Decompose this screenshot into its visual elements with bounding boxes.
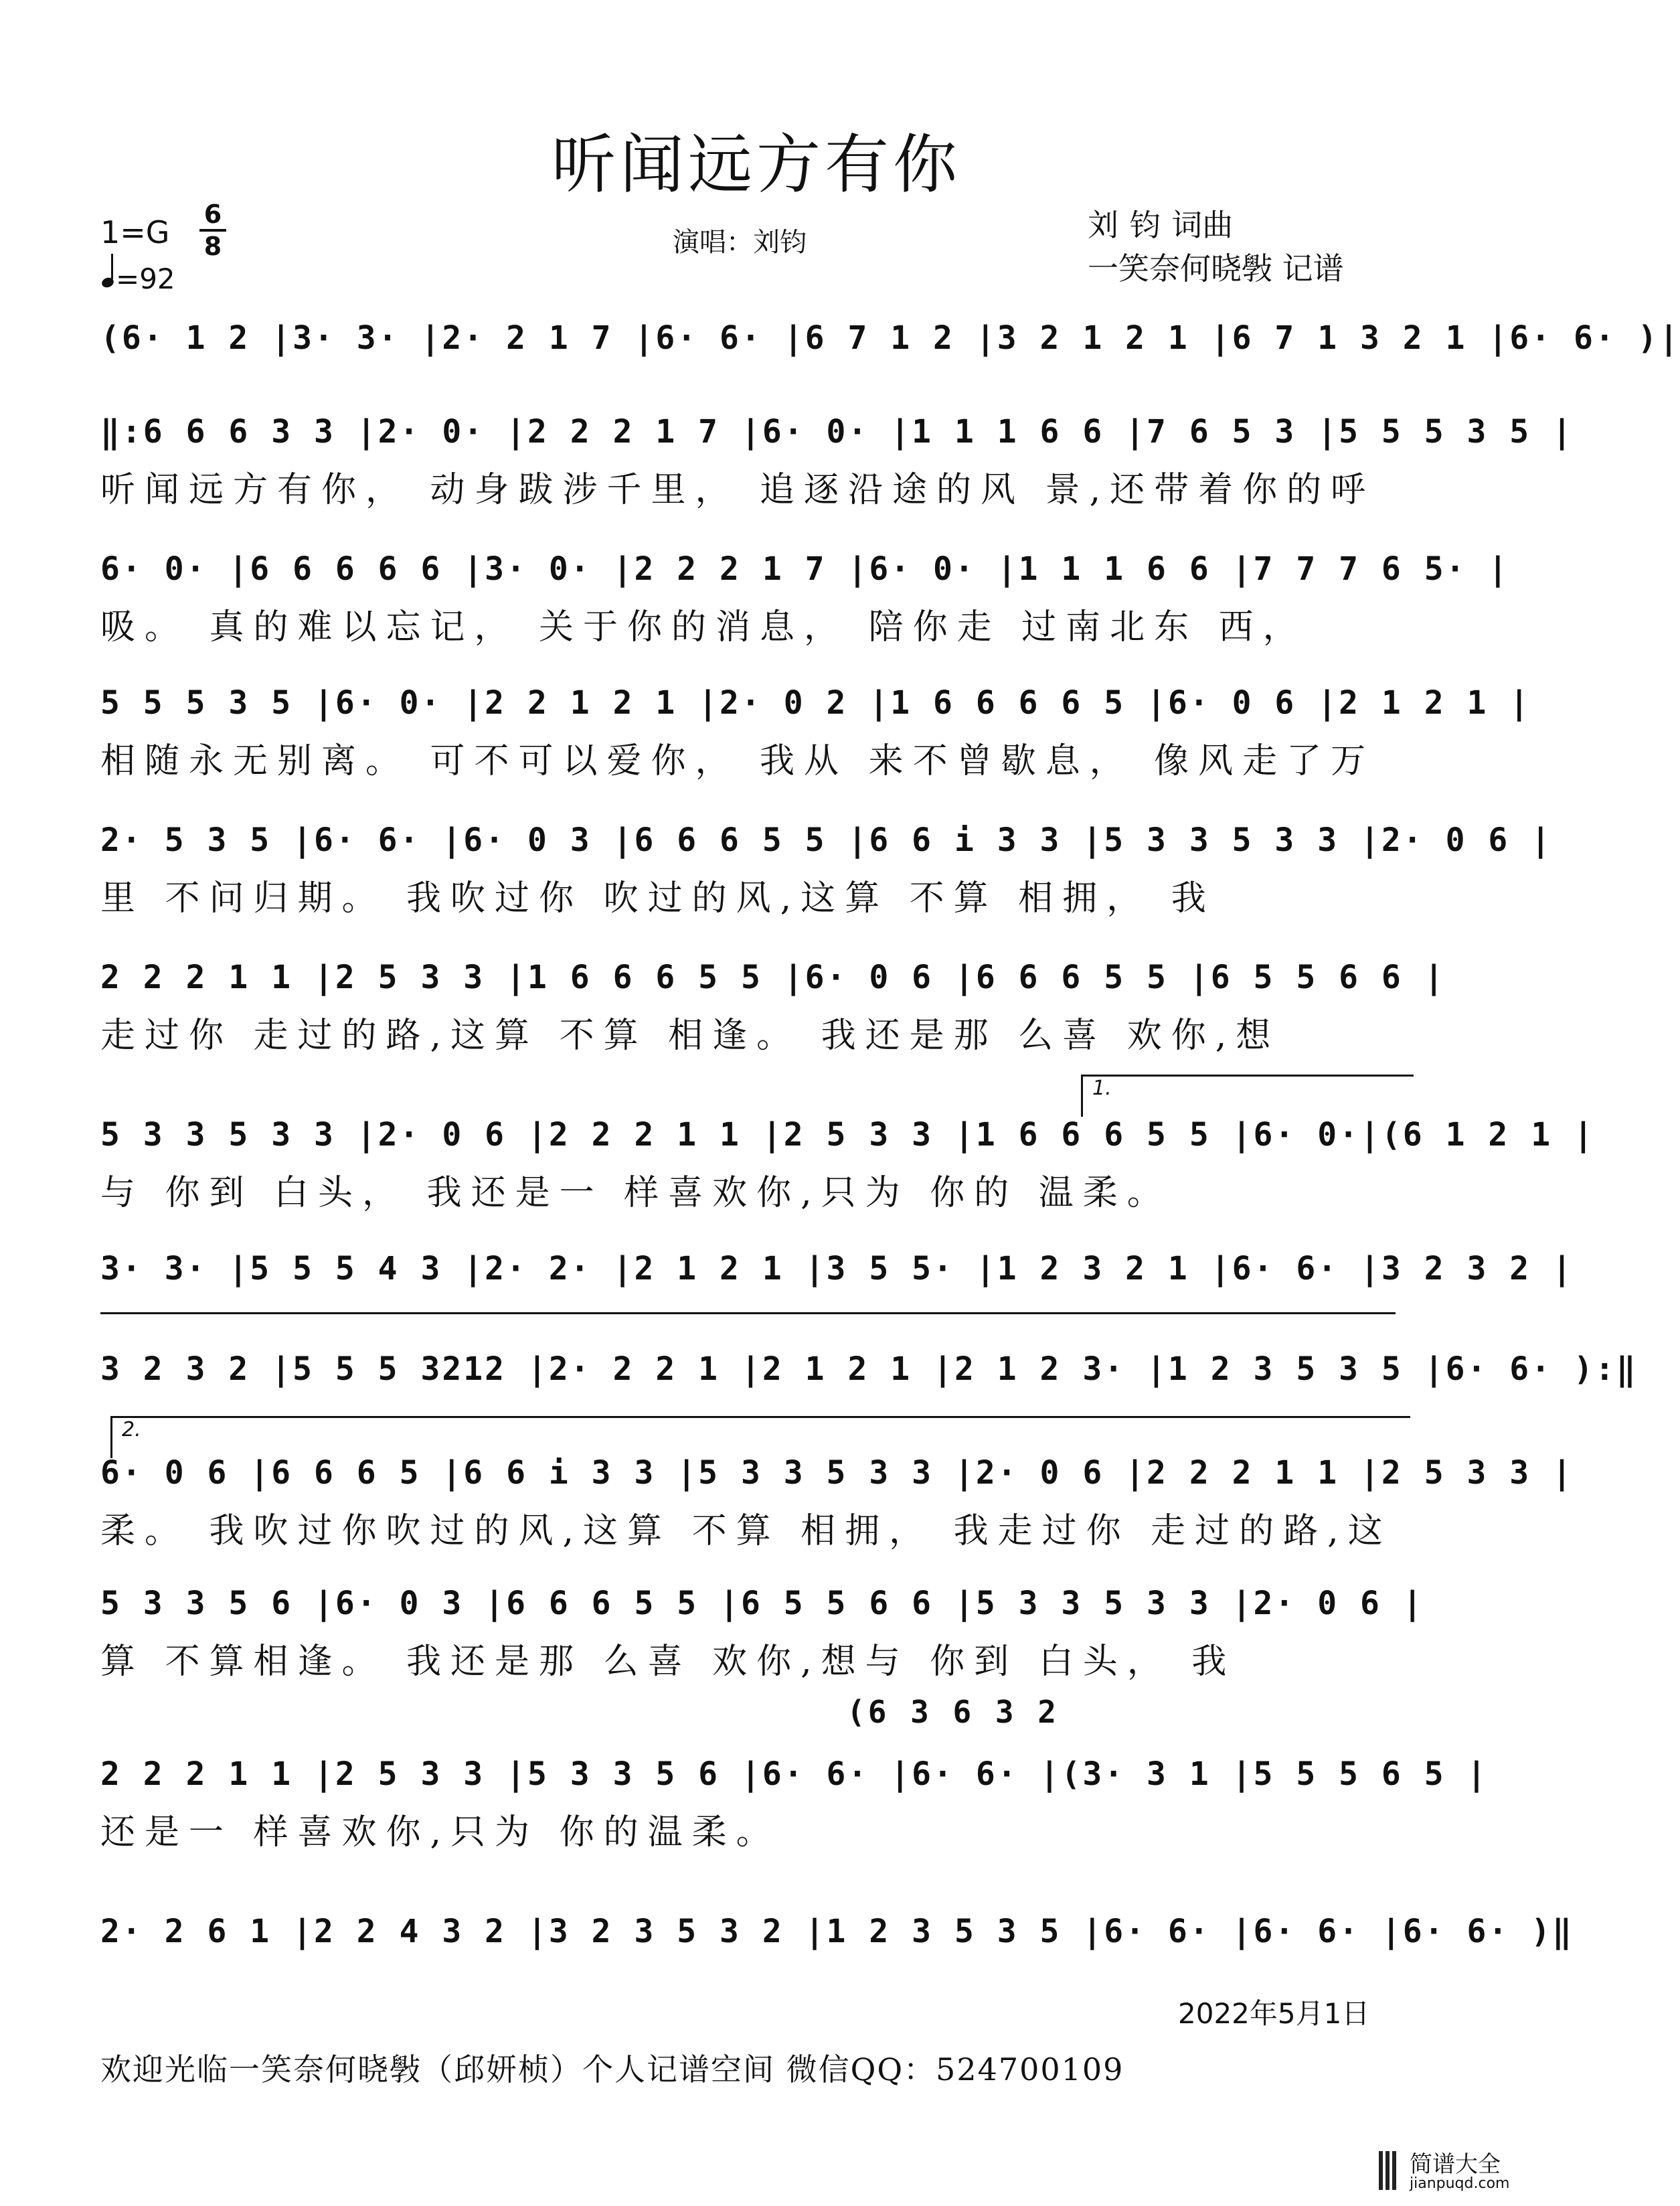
tempo-marking xyxy=(102,262,175,295)
transcription-date: 2022年5月1日 xyxy=(1178,1997,1370,2030)
volta-2: 2. xyxy=(110,1416,1410,1458)
notation-line: 2· 5 3 5 |6· 6· |6· 0 3 |6 6 6 5 5 |6 6 i 3 3 |5 3 3 5 3 3 |2· 0 6 | xyxy=(100,821,1553,859)
lyric-line: 听闻远方有你， 动身跋涉千里， 追逐沿途的风 景,还带着你的呼 xyxy=(100,470,1375,510)
meter-top: 6 xyxy=(203,200,222,229)
lyric-line: 吸。 真的难以忘记， 关于你的消息， 陪你走 过南北东 西， xyxy=(100,607,1307,647)
volta-1: 1. xyxy=(1081,1075,1414,1117)
key-signature: 1=G xyxy=(100,214,170,250)
notation-line: 5 3 3 5 3 3 |2· 0 6 |2 2 2 1 1 |2 5 3 3 |1 6 6 6 5 5 |6· 0·|(6 1 2 1 | xyxy=(100,1116,1595,1154)
notation-line: (6· 1 2 |3· 3· |2· 2 1 7 |6· 6· |6 7 1 2 |3 2 1 2 1 |6 7 1 3 2 1 |6· 6· )| xyxy=(100,319,1680,357)
lyric-line: 里 不问归期。 我吹过你 吹过的风,这算 不算 相拥， 我 xyxy=(100,878,1215,919)
notation-line: 2 2 2 1 1 |2 5 3 3 |5 3 3 5 6 |6· 6· |6· 6· |(3· 3 1 |5 5 5 6 5 | xyxy=(100,1755,1489,1793)
notation-line: 3 2 3 2 |5 5 5 3212 |2· 2 2 1 |2 1 2 1 |2 1 2 3· |1 2 3 5 3 5 |6· 6· ):‖ xyxy=(100,1350,1638,1388)
meter-bottom: 8 xyxy=(203,232,222,261)
notation-line: ‖:6 6 6 3 3 |2· 0· |2 2 2 1 7 |6· 0· |1 1 1 6 6 |7 6 5 3 |5 5 5 3 5 | xyxy=(100,413,1574,451)
lyric-line: 相随永无别离。 可不可以爱你， 我从 来不曾歇息， 像风走了万 xyxy=(100,741,1375,781)
composer-credit: 刘 钧 词曲 xyxy=(1088,207,1234,243)
notation-line: 3· 3· |5 5 5 4 3 |2· 2· |2 1 2 1 |3 5 5· |1 2 3 2 1 |6· 6· |3 2 3 2 | xyxy=(100,1250,1574,1287)
lyric-line: 走过你 走过的路,这算 不算 相逢。 我还是那 么喜 欢你,想 xyxy=(100,1016,1280,1056)
piano-keys-icon xyxy=(1379,2151,1404,2190)
singer-credit: 演唱：刘钧 xyxy=(673,227,807,258)
lyric-line: 柔。 我吹过你吹过的风,这算 不算 相拥， 我走过你 走过的路,这 xyxy=(100,1511,1392,1551)
logo-name: 简谱大全 xyxy=(1410,2151,1501,2178)
site-logo xyxy=(1379,2146,1509,2199)
page-title: 听闻远方有你 xyxy=(552,127,961,202)
notation-line: 2· 2 6 1 |2 2 4 3 2 |3 2 3 5 3 2 |1 2 3 5 3 5 |6· 6· |6· 6· |6· 6· )‖ xyxy=(100,1913,1574,1950)
quarter-note-stem xyxy=(111,254,113,279)
notation-line: 5 3 3 5 6 |6· 0 3 |6 6 6 5 5 |6 5 5 6 6 |5 3 3 5 3 3 |2· 0 6 | xyxy=(100,1585,1424,1622)
notation-line: 5 5 5 3 5 |6· 0· |2 2 1 2 1 |2· 0 2 |1 6 6 6 6 5 |6· 0 6 |2 1 2 1 | xyxy=(100,684,1531,722)
time-signature xyxy=(199,201,226,260)
lyric-line: 与 你到 白头， 我还是一 样喜欢你,只为 你的 温柔。 xyxy=(100,1173,1171,1213)
footer-note: 欢迎光临一笑奈何晓斅（邱妍桢）个人记谱空间 微信QQ：524700109 xyxy=(100,2051,1124,2087)
notation-line: 2 2 2 1 1 |2 5 3 3 |1 6 6 6 5 5 |6· 0 6 |6 6 6 5 5 |6 5 5 6 6 | xyxy=(100,959,1446,996)
notation-line: 6· 0 6 |6 6 6 5 |6 6 i 3 3 |5 3 3 5 3 3 |2· 0 6 |2 2 2 1 1 |2 5 3 3 | xyxy=(100,1454,1574,1492)
ossia-notes: (6 3 6 3 2 xyxy=(847,1694,1059,1730)
lyric-line: 算 不算相逢。 我还是那 么喜 欢你,想与 你到 白头， 我 xyxy=(100,1642,1236,1682)
logo-url: jianpuqd.com xyxy=(1410,2175,1510,2192)
transcriber-credit: 一笑奈何晓斅 记谱 xyxy=(1088,250,1344,287)
tempo-value: =92 xyxy=(116,262,175,295)
lyric-line: 还是一 样喜欢你,只为 你的温柔。 xyxy=(100,1812,780,1853)
notation-line: 6· 0· |6 6 6 6 6 |3· 0· |2 2 2 1 7 |6· 0· |1 1 1 6 6 |7 7 7 6 5· | xyxy=(100,550,1510,588)
volta-1-bracket xyxy=(100,1312,1396,1314)
